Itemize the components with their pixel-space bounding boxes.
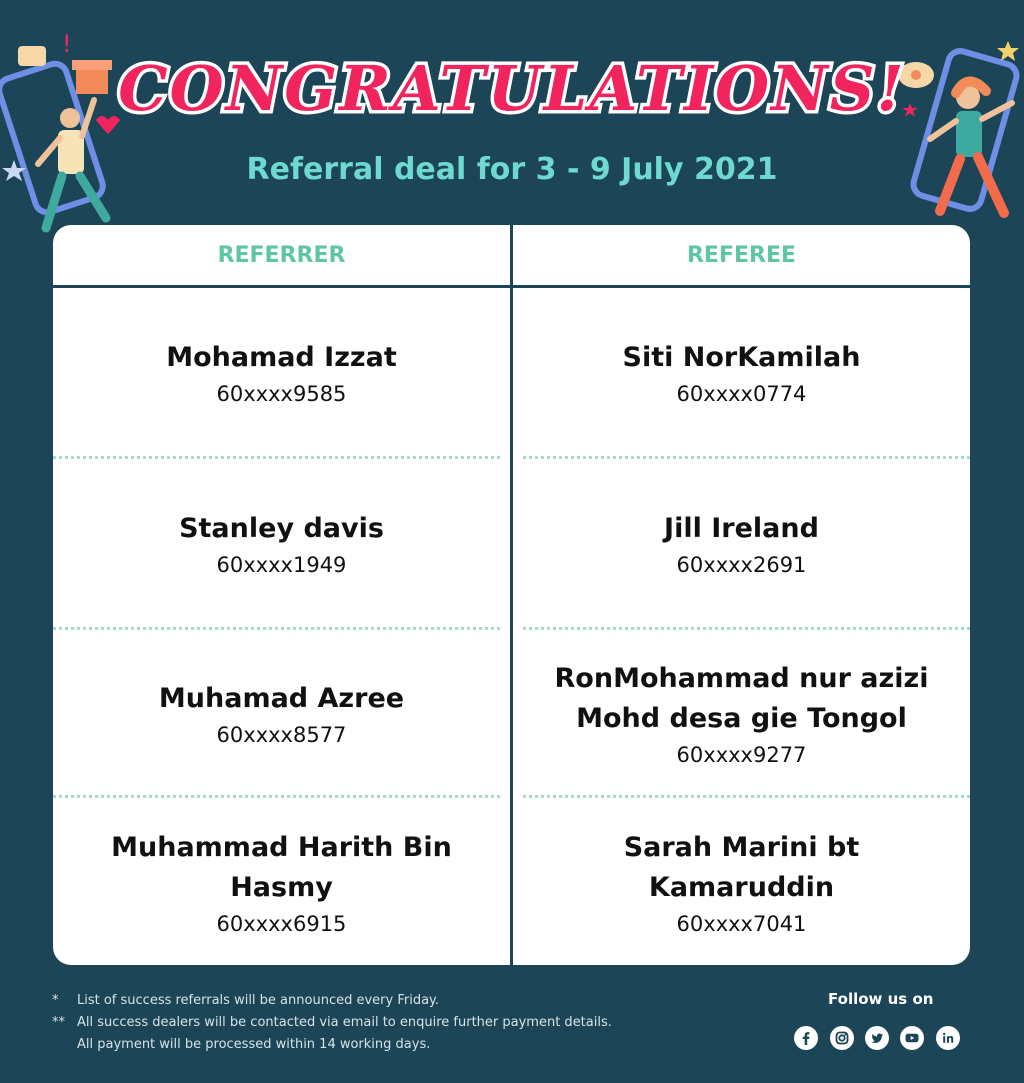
table-row-3-referrer — [53, 630, 510, 795]
referral-table — [53, 225, 970, 965]
congratulations-headline: CONGRATULATIONS! — [118, 52, 906, 125]
youtube-icon[interactable] — [900, 1026, 924, 1050]
referee-name: Jill Ireland — [664, 513, 819, 544]
referee-name: Sarah Marini bt Kamaruddin — [623, 831, 860, 903]
column-header-referee: REFEREE — [686, 243, 797, 268]
footnotes — [52, 990, 612, 1056]
footnote-mark — [52, 1034, 77, 1056]
table-row-1-referee — [513, 288, 970, 456]
footnote-mark: * — [52, 993, 59, 1008]
footnote-mark: ** — [52, 1015, 65, 1030]
svg-text:!: ! — [62, 30, 72, 58]
referee-phone: 60xxxx0774 — [676, 382, 807, 406]
referee-name: Siti NorKamilah — [622, 342, 861, 373]
table-row-3-referee — [513, 630, 970, 795]
footnote-text: All payment will be processed within 14 working days. — [77, 1037, 431, 1052]
referrer-phone: 60xxxx9585 — [216, 382, 347, 406]
table-row-4-referrer — [53, 798, 510, 965]
table-row-1-referrer — [53, 288, 510, 456]
referee-phone: 60xxxx7041 — [676, 911, 807, 936]
referrer-phone: 60xxxx6915 — [216, 911, 347, 936]
referrer-name: Mohamad Izzat — [166, 342, 397, 373]
linkedin-icon[interactable] — [936, 1026, 960, 1050]
table-row-4-referee — [513, 798, 970, 965]
column-header-referrer: REFERRER — [217, 243, 346, 268]
instagram-icon[interactable] — [830, 1026, 854, 1050]
footnote — [52, 990, 612, 1012]
footnote-text: All success dealers will be contacted via email to enquire further payment details. — [77, 1015, 612, 1030]
footnote — [52, 1012, 612, 1034]
referrer-name: Stanley davis — [179, 513, 384, 544]
table-row-2-referrer — [53, 459, 510, 627]
referrer-name: Muhamad Azree — [158, 682, 405, 714]
referral-deal-subtitle: Referral deal for 3 - 9 July 2021 — [246, 152, 778, 187]
follow-us-label: Follow us on — [828, 990, 934, 1008]
footnote — [52, 1034, 612, 1056]
referee-phone: 60xxxx9277 — [676, 742, 807, 767]
facebook-icon[interactable] — [794, 1026, 818, 1050]
twitter-icon[interactable] — [865, 1026, 889, 1050]
referee-name: RonMohammad nur azizi Mohd desa gie Tongol — [554, 662, 929, 734]
table-row-2-referee — [513, 459, 970, 627]
referrer-phone: 60xxxx8577 — [216, 722, 347, 747]
referrer-name: Muhammad Harith Bin Hasmy — [111, 831, 452, 903]
footnote-text: List of success referrals will be announced every Friday. — [77, 993, 440, 1008]
referrer-phone: 60xxxx1949 — [216, 553, 347, 577]
referee-phone: 60xxxx2691 — [676, 553, 807, 577]
